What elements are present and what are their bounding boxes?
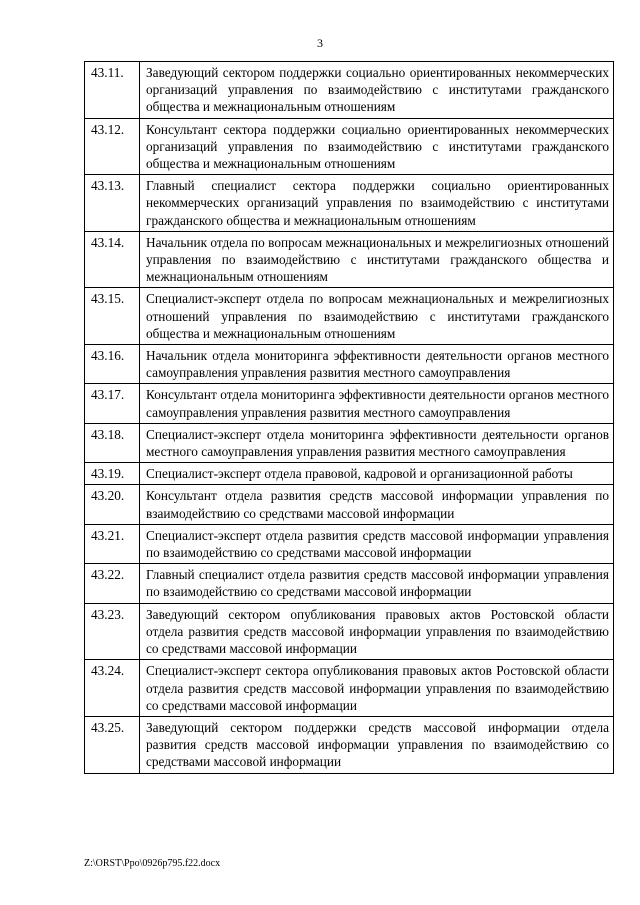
table-row bbox=[85, 716, 614, 773]
row-number: 43.19. bbox=[85, 463, 140, 485]
row-number: 43.12. bbox=[85, 118, 140, 175]
row-number: 43.22. bbox=[85, 564, 140, 603]
row-text: Специалист-эксперт отдела по вопросам межнациональных и межрелигиозных отношений управления по взаимодействию с институтами гражданского общества и межнациональным отношениям bbox=[140, 288, 614, 345]
row-text: Главный специалист отдела развития средств массовой информации управления по взаимодействию со средствами массовой информации bbox=[140, 564, 614, 603]
row-number: 43.21. bbox=[85, 524, 140, 563]
row-text: Консультант сектора поддержки социально ориентированных некоммерческих организаций управления по взаимодействию с институтами гражданского общества и межнациональным отношениям bbox=[140, 118, 614, 175]
row-number: 43.25. bbox=[85, 716, 140, 773]
table-row bbox=[85, 231, 614, 288]
row-text: Консультант отдела мониторинга эффективности деятельности органов местного самоуправления управления развития местного самоуправления bbox=[140, 384, 614, 423]
row-number: 43.15. bbox=[85, 288, 140, 345]
row-text: Специалист-эксперт отдела развития средств массовой информации управления по взаимодействию со средствами массовой информации bbox=[140, 524, 614, 563]
row-number: 43.11. bbox=[85, 62, 140, 119]
row-text: Начальник отдела по вопросам межнациональных и межрелигиозных отношений управления по взаимодействию с институтами гражданского общества и межнациональным отношениям bbox=[140, 231, 614, 288]
row-number: 43.18. bbox=[85, 423, 140, 462]
row-number: 43.20. bbox=[85, 485, 140, 524]
table-row bbox=[85, 524, 614, 563]
table-row bbox=[85, 384, 614, 423]
table-row bbox=[85, 660, 614, 717]
row-text: Специалист-эксперт отдела правовой, кадровой и организационной работы bbox=[140, 463, 614, 485]
row-text: Заведующий сектором поддержки социально ориентированных некоммерческих организаций управления по взаимодействию с институтами гражданского общества и межнациональным отношениям bbox=[140, 62, 614, 119]
row-text: Главный специалист сектора поддержки социально ориентированных некоммерческих организаций управления по взаимодействию с институтами гражданского общества и межнациональным отношениям bbox=[140, 175, 614, 232]
table-row bbox=[85, 485, 614, 524]
row-text: Начальник отдела мониторинга эффективности деятельности органов местного самоуправления управления развития местного самоуправления bbox=[140, 345, 614, 384]
row-number: 43.17. bbox=[85, 384, 140, 423]
page-number: 3 bbox=[317, 36, 323, 50]
table-row bbox=[85, 463, 614, 485]
table-row bbox=[85, 175, 614, 232]
row-text: Специалист-эксперт сектора опубликования правовых актов Ростовской области отдела развития средств массовой информации управления по взаимодействию со средствами массовой информации bbox=[140, 660, 614, 717]
row-number: 43.16. bbox=[85, 345, 140, 384]
table-row bbox=[85, 288, 614, 345]
table-row bbox=[85, 62, 614, 119]
row-number: 43.14. bbox=[85, 231, 140, 288]
table-row bbox=[85, 118, 614, 175]
row-text: Специалист-эксперт отдела мониторинга эффективности деятельности органов местного самоуправления управления развития местного самоуправления bbox=[140, 423, 614, 462]
file-path-footer: Z:\ORST\Ppo\0926p795.f22.docx bbox=[84, 858, 221, 869]
table-row bbox=[85, 345, 614, 384]
row-number: 43.24. bbox=[85, 660, 140, 717]
positions-table bbox=[84, 61, 614, 774]
row-number: 43.13. bbox=[85, 175, 140, 232]
row-text: Заведующий сектором поддержки средств массовой информации отдела развития средств массовой информации управления по взаимодействию со средствами массовой информации bbox=[140, 716, 614, 773]
table-row bbox=[85, 423, 614, 462]
row-text: Заведующий сектором опубликования правовых актов Ростовской области отдела развития средств массовой информации управления по взаимодействию со средствами массовой информации bbox=[140, 603, 614, 660]
row-number: 43.23. bbox=[85, 603, 140, 660]
row-text: Консультант отдела развития средств массовой информации управления по взаимодействию со средствами массовой информации bbox=[140, 485, 614, 524]
table-row bbox=[85, 603, 614, 660]
table-row bbox=[85, 564, 614, 603]
